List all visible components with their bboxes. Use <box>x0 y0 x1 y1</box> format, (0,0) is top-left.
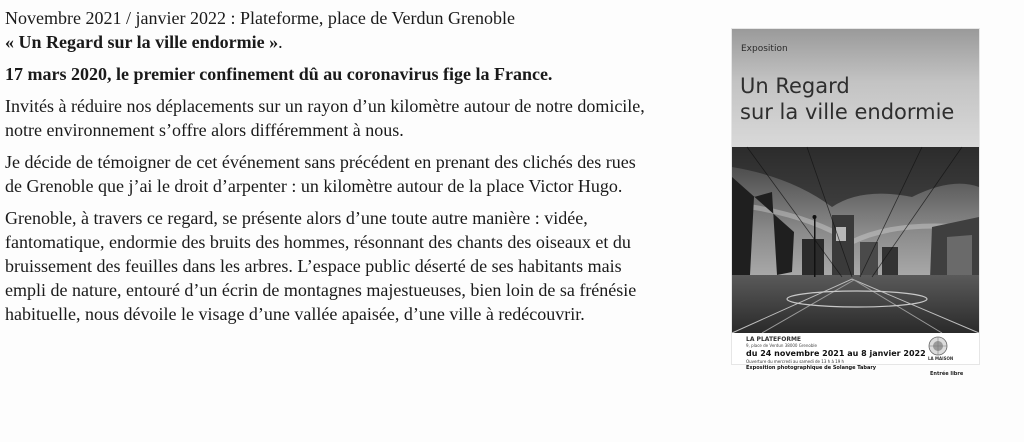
poster-footer <box>732 333 979 377</box>
poster-venue: LA PLATEFORME <box>746 336 802 343</box>
poster-free-entry: Entrée libre <box>930 371 964 377</box>
maison-logo-icon <box>928 336 948 356</box>
poster-exhibition-credit: Exposition photographique de Solange Tabary <box>746 365 877 371</box>
article-text <box>5 6 645 326</box>
paragraph-2: Je décide de témoigner de cet événement sans précédent en prenant des clichés des rues de Grenoble que j’ai le droit d’arpenter : un kilomètre autour de la place Victor Hugo. <box>5 152 636 196</box>
poster-sky-banner <box>732 29 979 147</box>
poster-kicker: Exposition <box>741 44 788 54</box>
lead-sentence: 17 mars 2020, le premier confinement dû au coronavirus fige la France. <box>5 64 553 84</box>
title-punctuation: . <box>278 32 283 52</box>
paragraph-1: Invités à réduire nos déplacements sur un rayon d’un kilomètre autour de notre domicile, notre environnement s’offre alors différemment à nous. <box>5 96 645 140</box>
poster-title-line-1: Un Regard <box>740 74 850 98</box>
exhibition-title-line <box>5 30 645 54</box>
exhibition-dateline: Novembre 2021 / janvier 2022 : Plateforme, place de Verdun Grenoble <box>5 8 516 28</box>
paragraph-3: Grenoble, à travers ce regard, se présente alors d’une toute autre manière : vidée, fantomatique, endormie des bruits des hommes, résonnant des chants des oiseaux et du bruissement des feuilles dans les arbres. L’espace public déserté de ses habitants mais empli de nature, entouré d’un écrin de montagnes majestueuses, bien loin de sa frénésie habituelle, nous dévoile le visage d’une vallée apaisée, d’une ville à redécouvrir. <box>5 208 637 324</box>
poster-dates: du 24 novembre 2021 au 8 janvier 2022 <box>746 349 926 358</box>
poster-address: 9, place de Verdun 38000 Grenoble <box>746 343 817 348</box>
exhibition-poster[interactable] <box>732 29 979 377</box>
exhibition-title: « Un Regard sur la ville endormie » <box>5 32 279 52</box>
poster-street-photo <box>732 147 979 333</box>
poster-title-line-2: sur la ville endormie <box>740 100 955 124</box>
poster-hours: Ouverture du mercredi au samedi de 13 h à 19 h <box>746 359 845 364</box>
poster-title <box>740 73 975 125</box>
maison-logo-text: LA MAISON <box>928 356 954 361</box>
